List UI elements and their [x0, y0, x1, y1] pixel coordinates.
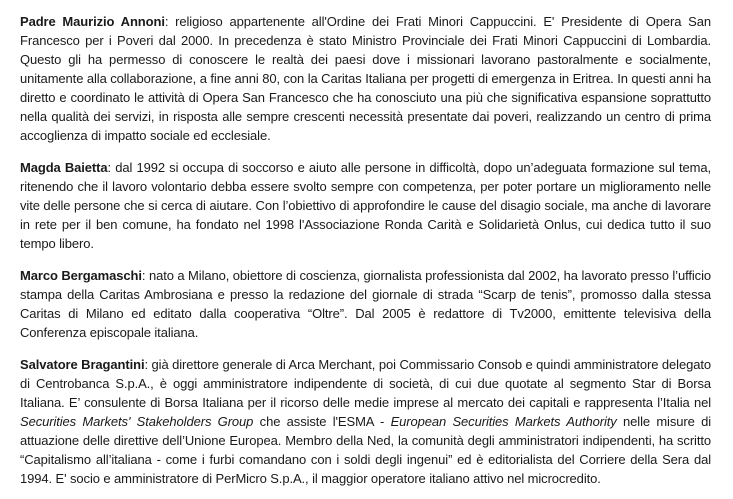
- bio-text: : religioso appartenente all'Ordine dei Frati Minori Cappuccini. E' Presidente di Opera San Francesco per i Poveri dal 2000. In precedenza è stato Ministro Provinciale dei Frati Minori Cappuccini di Lombardia. Questo gli ha permesso di conoscere le realtà dei paesi dove i missionari lavorano pastoralmente e socialmente, unitamente alla collaborazione, a fine anni 80, con la Caritas Italiana per progetti di emergenza in Eritrea. In questi anni ha diretto e coordinato le attività di Opera San Francesco che ha conosciuto una più che significativa espansione soprattutto nella qualità dei servizi, in risposta alle sempre crescenti necessità presentate dai poveri, realizzando un centro di prima accoglienza di impatto sociale ed ecclesiale.: [20, 14, 712, 143]
- person-name: Padre Maurizio Annoni: [20, 14, 165, 29]
- bio-text: che assiste l'ESMA -: [253, 414, 391, 429]
- bio-text: : già direttore generale di Arca Merchant, poi Commissario Consob e quindi amministratore delegato di Centrobanca S.p.A., è oggi amministratore indipendente di società, di cui due quotate al segmento Star di Borsa Italiana. E’ consulente di Borsa Italiana per il ricorso delle medie imprese al mercato dei capitali e rappresenta l’Italia nel: [20, 357, 711, 410]
- bio-paragraph-baietta: [20, 158, 711, 253]
- person-name: Marco Bergamaschi: [20, 268, 142, 283]
- person-name: Magda Baietta: [20, 160, 108, 175]
- bio-text: : nato a Milano, obiettore di coscienza, giornalista professionista dal 2002, ha lavorato presso l’ufficio stampa della Caritas Ambrosiana e presso la redazione del giornale di strada “Scarp de tenis”, promosso dalla stessa Caritas di Milano ed editato dalla cooperativa “Oltre”. Dal 2005 è redattore di Tv2000, emittente televisiva della Conferenza episcopale italiana.: [20, 268, 711, 340]
- bio-paragraph-bergamaschi: [20, 266, 711, 342]
- italic-term: Securities Markets' Stakeholders Group: [20, 414, 254, 429]
- person-name: Salvatore Bragantini: [20, 357, 145, 372]
- bio-paragraph-bragantini: [20, 355, 711, 488]
- bio-paragraph-annoni: [20, 12, 711, 145]
- bio-text: : dal 1992 si occupa di soccorso e aiuto alle persone in difficoltà, dopo un’adeguata formazione sul tema, ritenendo che il lavoro volontario debba essere svolto sempre con competenza, per poter portare un miglioramento nelle vite delle persone che si cerca di aiutare. Con l’obiettivo di approfondire le cause del disagio sociale, ma anche di lavorare in rete per il ben comune, ha fondato nel 1998 l'Associazione Ronda Carità e Solidarietà Onlus, cui dedica tutto il suo tempo libero.: [20, 160, 711, 251]
- bio-text: nelle misure di attuazione delle direttive dell’Unione Europea. Membro della Ned, la comunità degli amministratori indipendenti, ha scritto “Capitalismo all’italiana - come i furbi comandano con i soldi degli ingenui” ed è editorialista del Corriere della Sera dal 1994. E' socio e amministratore di PerMicro S.p.A., il maggior operatore italiano attivo nel microcredito.: [20, 414, 711, 486]
- italic-term: European Securities Markets Authority: [390, 414, 617, 429]
